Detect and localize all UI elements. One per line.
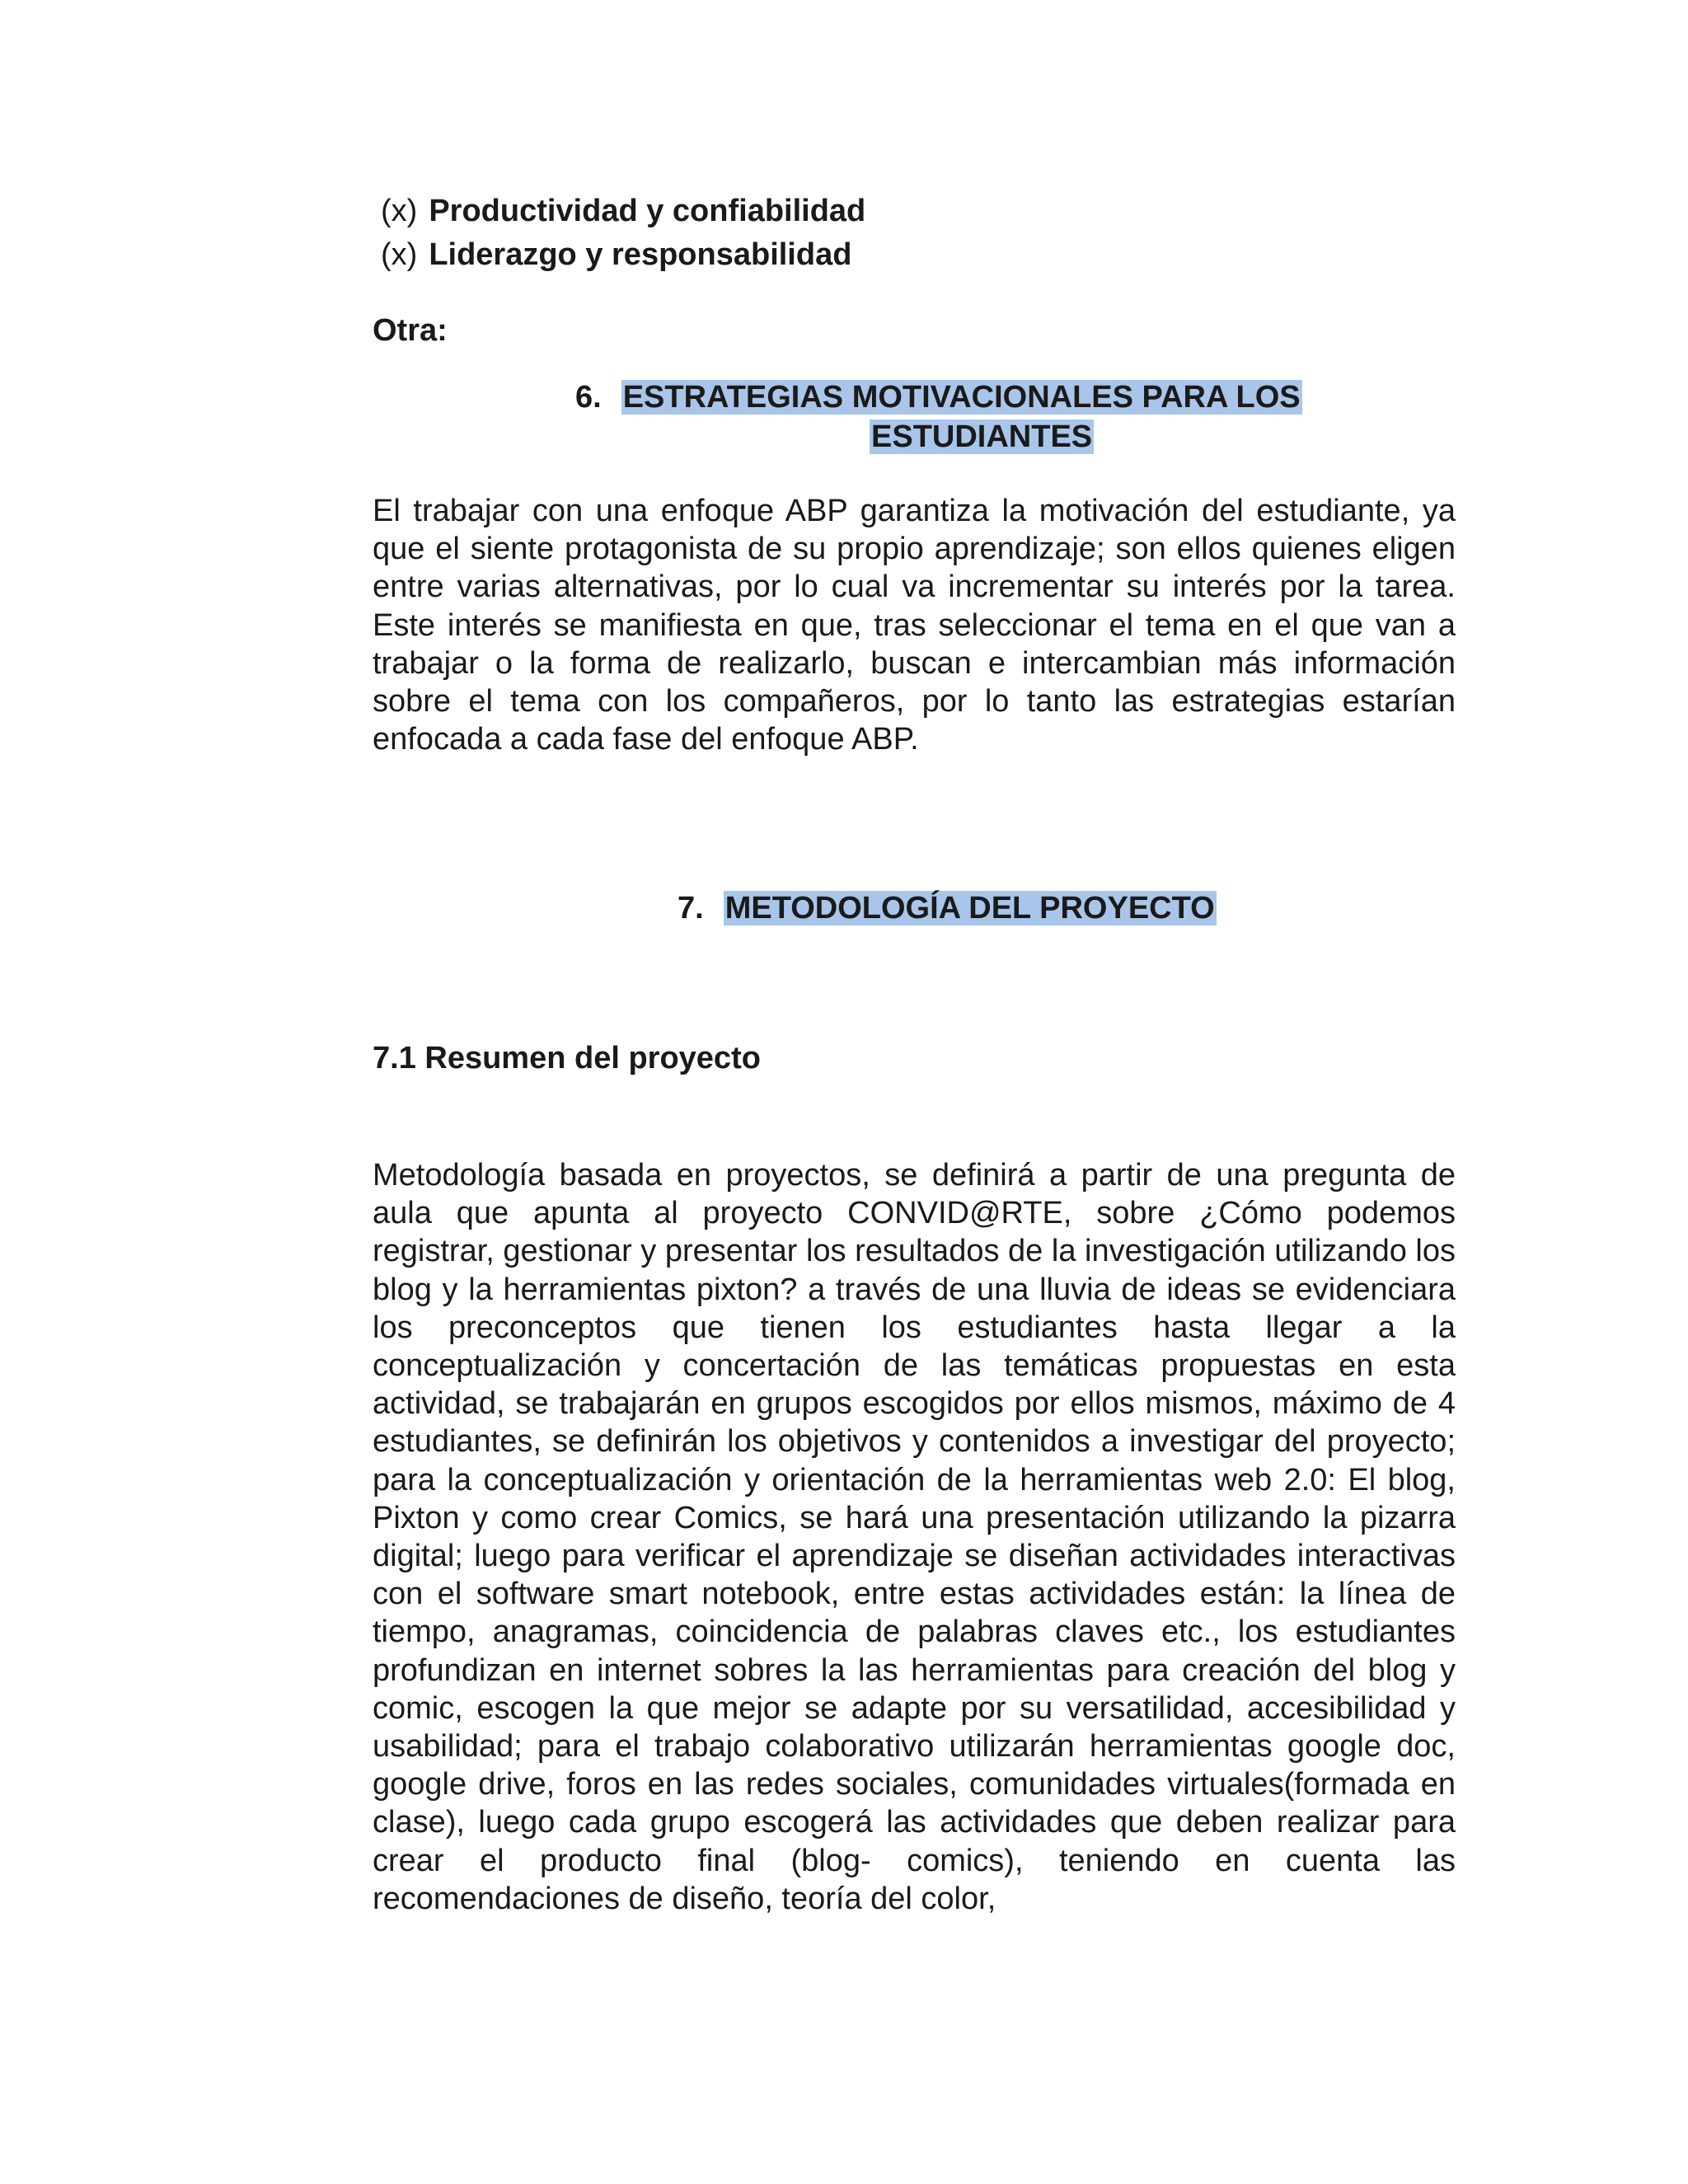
- section-7-heading: [678, 888, 1217, 928]
- section-6-number: 6.: [575, 380, 602, 415]
- section-7-title: METODOLOGÍA DEL PROYECTO: [724, 891, 1215, 926]
- checklist-item: [381, 233, 851, 276]
- section-6-title-line1: ESTRATEGIAS MOTIVACIONALES PARA LOS: [622, 380, 1301, 415]
- checklist-label: Productividad y confiabilidad: [429, 194, 866, 228]
- checklist-mark: (x): [381, 237, 418, 272]
- subsection-7-1-title: 7.1 Resumen del proyecto: [373, 1041, 761, 1076]
- section-7-1-body: Metodología basada en proyectos, se definirá a partir de una pregunta de aula que apunta al proyecto CONVID@RTE, sobre ¿Cómo podemos registrar, gestionar y presentar los resultados de la investigación utilizando los blog y la herramientas pixton? a través de una lluvia de ideas se evidenciara los preconceptos que tienen los estudiantes hasta llegar a la conceptualización y concertación de las temáticas propuestas en esta actividad, se trabajarán en grupos escogidos por ellos mismos, máximo de 4 estudiantes, se definirán los objetivos y contenidos a investigar del proyecto; para la conceptualización y orientación de la herramientas web 2.0: El blog, Pixton y como crear Comics, se hará una presentación utilizando la pizarra digital; luego para verificar el aprendizaje se diseñan actividades interactivas con el software smart notebook, entre estas actividades están: la línea de tiempo, anagramas, coincidencia de palabras claves etc., los estudiantes profundizan en internet sobres la las herramientas para creación del blog y comic, escogen la que mejor se adapte por su versatilidad, accesibilidad y usabilidad; para el trabajo colaborativo utilizarán herramientas google doc, google drive, foros en las redes sociales, comunidades virtuales(formada en clase), luego cada grupo escogerá las actividades que deben realizar para crear el producto final (blog- comics), teniendo en cuenta las recomendaciones de diseño, teoría del color,: [373, 1158, 1456, 1916]
- otra-label: Otra:: [373, 313, 448, 348]
- section-6-heading: [575, 377, 1302, 417]
- checklist-label: Liderazgo y responsabilidad: [429, 237, 852, 272]
- checklist-mark: (x): [381, 194, 418, 228]
- section-7-number: 7.: [678, 891, 704, 926]
- section-6-body: El trabajar con una enfoque ABP garantiza la motivación del estudiante, ya que el siente protagonista de su propio aprendizaje; son ellos quienes eligen entre varias alternativas, por lo cual va incrementar su interés por la tarea. Este interés se manifiesta en que, tras seleccionar el tema en el que van a trabajar o la forma de realizarlo, buscan e intercambian más información sobre el tema con los compañeros, por lo tanto las estrategias estarían enfocada a cada fase del enfoque ABP.: [373, 494, 1456, 757]
- checklist-item: [381, 190, 865, 232]
- section-6-title-line2: ESTUDIANTES: [871, 419, 1093, 454]
- section-6-heading-cont: [870, 417, 1094, 457]
